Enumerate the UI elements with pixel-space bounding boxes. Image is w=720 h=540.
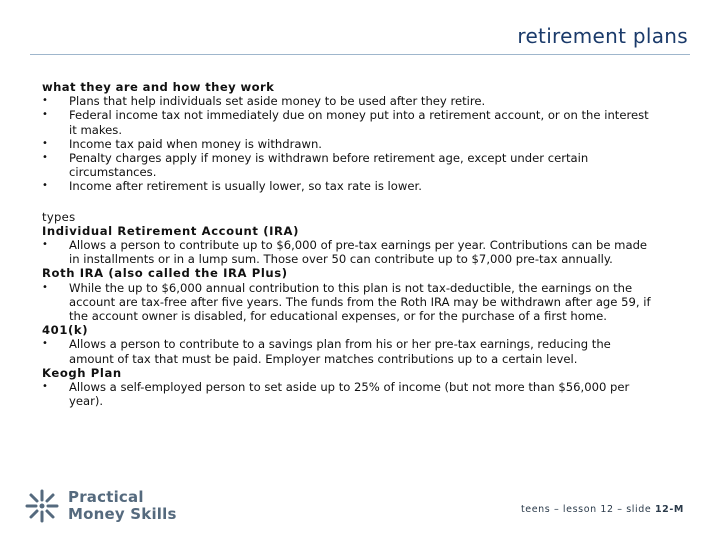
bullet-icon: • (42, 239, 48, 251)
list-item (42, 337, 652, 365)
footer-text: teens – lesson 12 – slide (520, 504, 655, 515)
bullet-text: Plans that help individuals set aside money to be used after they retire. (69, 94, 486, 109)
logo-line-2: Money Skills (68, 505, 177, 523)
list-item (42, 151, 652, 179)
bullet-icon: • (42, 137, 48, 149)
bullet-icon: • (42, 152, 48, 164)
ira-bullet-list (42, 238, 652, 266)
list-item (42, 137, 652, 151)
bullet-icon: • (42, 109, 48, 121)
slide-title: retirement plans (517, 24, 688, 48)
keogh-bullet-list (42, 380, 652, 408)
bullet-text: Penalty charges apply if money is withdrawn before retirement age, except under certain circumstances. (69, 151, 589, 180)
logo-wordmark (68, 489, 177, 523)
slide-content (42, 80, 652, 408)
section-heading-types: types (42, 209, 76, 224)
bullet-icon: • (42, 180, 48, 192)
list-item (42, 380, 652, 408)
bullet-text: Allows a person to contribute to a savings plan from his or her pre-tax earnings, reducing the amount of tax that must be paid. Employer matches contributions up to a certain level. (69, 337, 611, 366)
slide-footer (521, 504, 684, 515)
what-bullet-list (42, 94, 652, 193)
subheading-401k: 401(k) (42, 323, 89, 338)
subheading-roth-ira: Roth IRA (also called the IRA Plus) (42, 266, 288, 281)
bullet-text: Income after retirement is usually lower, so tax rate is lower. (69, 179, 422, 194)
starburst-icon (24, 488, 60, 524)
roth-bullet-list (42, 281, 652, 324)
bullet-text: While the up to $6,000 annual contribution to this plan is not tax-deductible, the earnings on the account are tax-free after five years. The funds from the Roth IRA may be withdrawn after age 59, if the account owner is disabled, for educational expenses, or for the purchase of a first home. (69, 280, 651, 324)
section-heading-what: what they are and how they work (42, 80, 275, 94)
bullet-icon: • (42, 281, 48, 293)
subheading-keogh: Keogh Plan (42, 365, 122, 380)
list-item (42, 238, 652, 266)
subheading-ira: Individual Retirement Account (IRA) (42, 223, 300, 238)
bullet-icon: • (42, 381, 48, 393)
bullet-text: Income tax paid when money is withdrawn. (69, 136, 322, 151)
title-divider (30, 54, 690, 55)
bullet-text: Allows a self-employed person to set aside up to 25% of income (but not more than $56,000 per year). (69, 380, 630, 409)
slide-number: 12-M (654, 504, 684, 515)
bullet-text: Federal income tax not immediately due on money put into a retirement account, or on the interest it makes. (69, 108, 649, 137)
401k-bullet-list (42, 337, 652, 365)
bullet-icon: • (42, 95, 48, 107)
list-item (42, 94, 652, 108)
bullet-icon: • (42, 338, 48, 350)
bullet-text: Allows a person to contribute up to $6,000 of pre-tax earnings per year. Contributions can be made in installments or in a lump sum. Those over 50 can contribute up to $7,000 pre-tax annually. (69, 238, 648, 267)
list-item (42, 179, 652, 193)
list-item (42, 108, 652, 136)
logo-line-1: Practical (68, 488, 144, 506)
list-item (42, 281, 652, 324)
practical-money-skills-logo (24, 488, 177, 524)
